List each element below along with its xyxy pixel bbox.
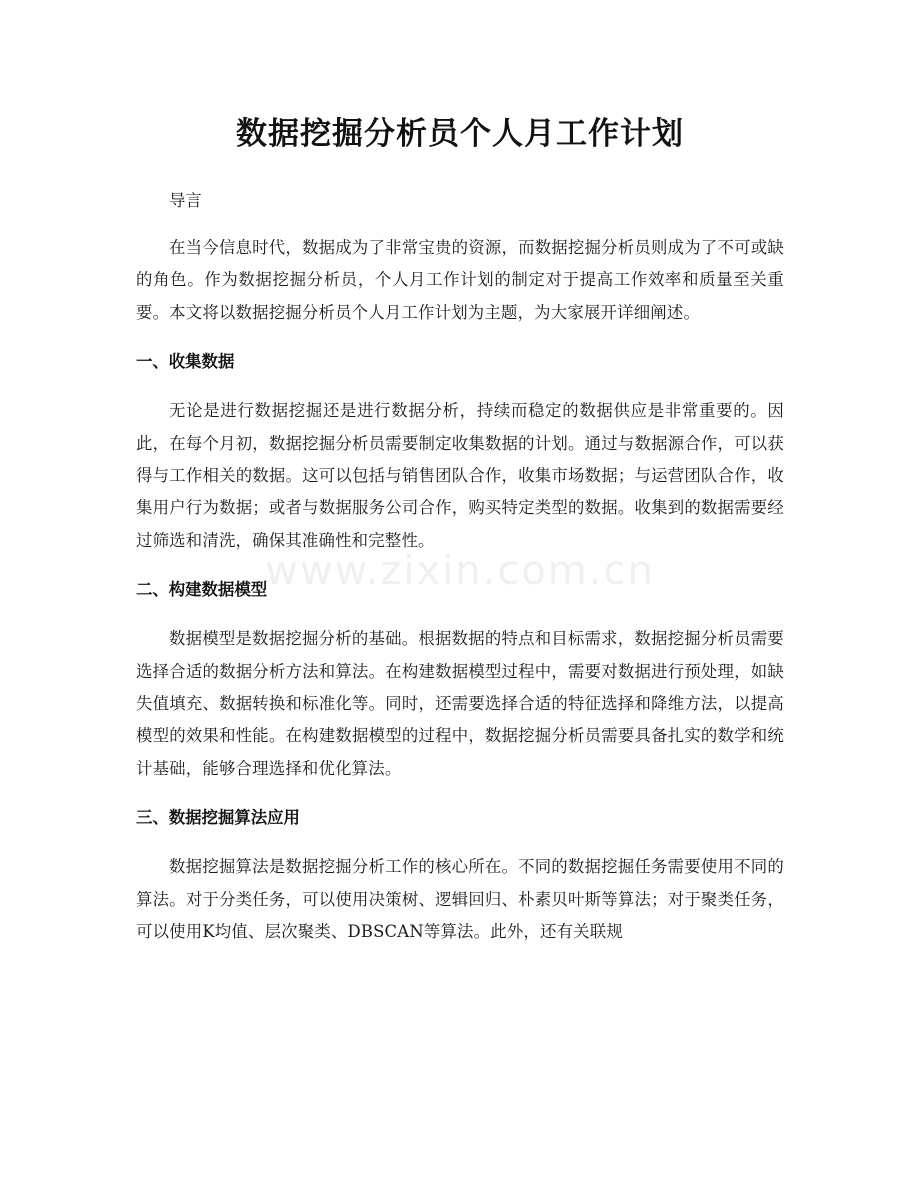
intro-label: 导言 [169, 191, 202, 210]
section-paragraph-collect-data: 无论是进行数据挖掘还是进行数据分析，持续而稳定的数据供应是非常重要的。因此，在每个月初，数据挖掘分析员需要制定收集数据的计划。通过与数据源合作，可以获得与工作相关的数据。这可以包括与销售团队合作，收集市场数据；与运营团队合作，收集用户行为数据；或者与数据服务公司合作，购买特定类型的数据。收集到的数据需要经过筛选和清洗，确保其准确性和完整性。 [136, 401, 784, 550]
section-paragraph-algorithms: 数据挖掘算法是数据挖掘分析工作的核心所在。不同的数据挖掘任务需要使用不同的算法。对于分类任务，可以使用决策树、逻辑回归、朴素贝叶斯等算法；对于聚类任务，可以使用K均值、层次聚类、DBSCAN等算法。此外，还有关联规 [136, 857, 784, 942]
document-title: 数据挖掘分析员个人月工作计划 [236, 116, 684, 152]
section-paragraph-build-model: 数据模型是数据挖掘分析的基础。根据数据的特点和目标需求，数据挖掘分析员需要选择合适的数据分析方法和算法。在构建数据模型过程中，需要对数据进行预处理，如缺失值填充、数据转换和标准化等。同时，还需要选择合适的特征选择和降维方法，以提高模型的效果和性能。在构建数据模型的过程中，数据挖掘分析员需要具备扎实的数学和统计基础，能够合理选择和优化算法。 [136, 629, 784, 778]
intro-paragraph: 在当今信息时代，数据成为了非常宝贵的资源，而数据挖掘分析员则成为了不可或缺的角色。作为数据挖掘分析员，个人月工作计划的制定对于提高工作效率和质量至关重要。本文将以数据挖掘分析员个人月工作计划为主题，为大家展开详细阐述。 [136, 238, 784, 322]
section-heading-collect-data: 一、收集数据 [136, 352, 235, 372]
section-heading-algorithms: 三、数据挖掘算法应用 [136, 808, 300, 828]
document-body [136, 186, 784, 949]
section-heading-build-model: 二、构建数据模型 [136, 580, 268, 600]
watermark-text: www.zixin.com.cn [265, 548, 655, 594]
